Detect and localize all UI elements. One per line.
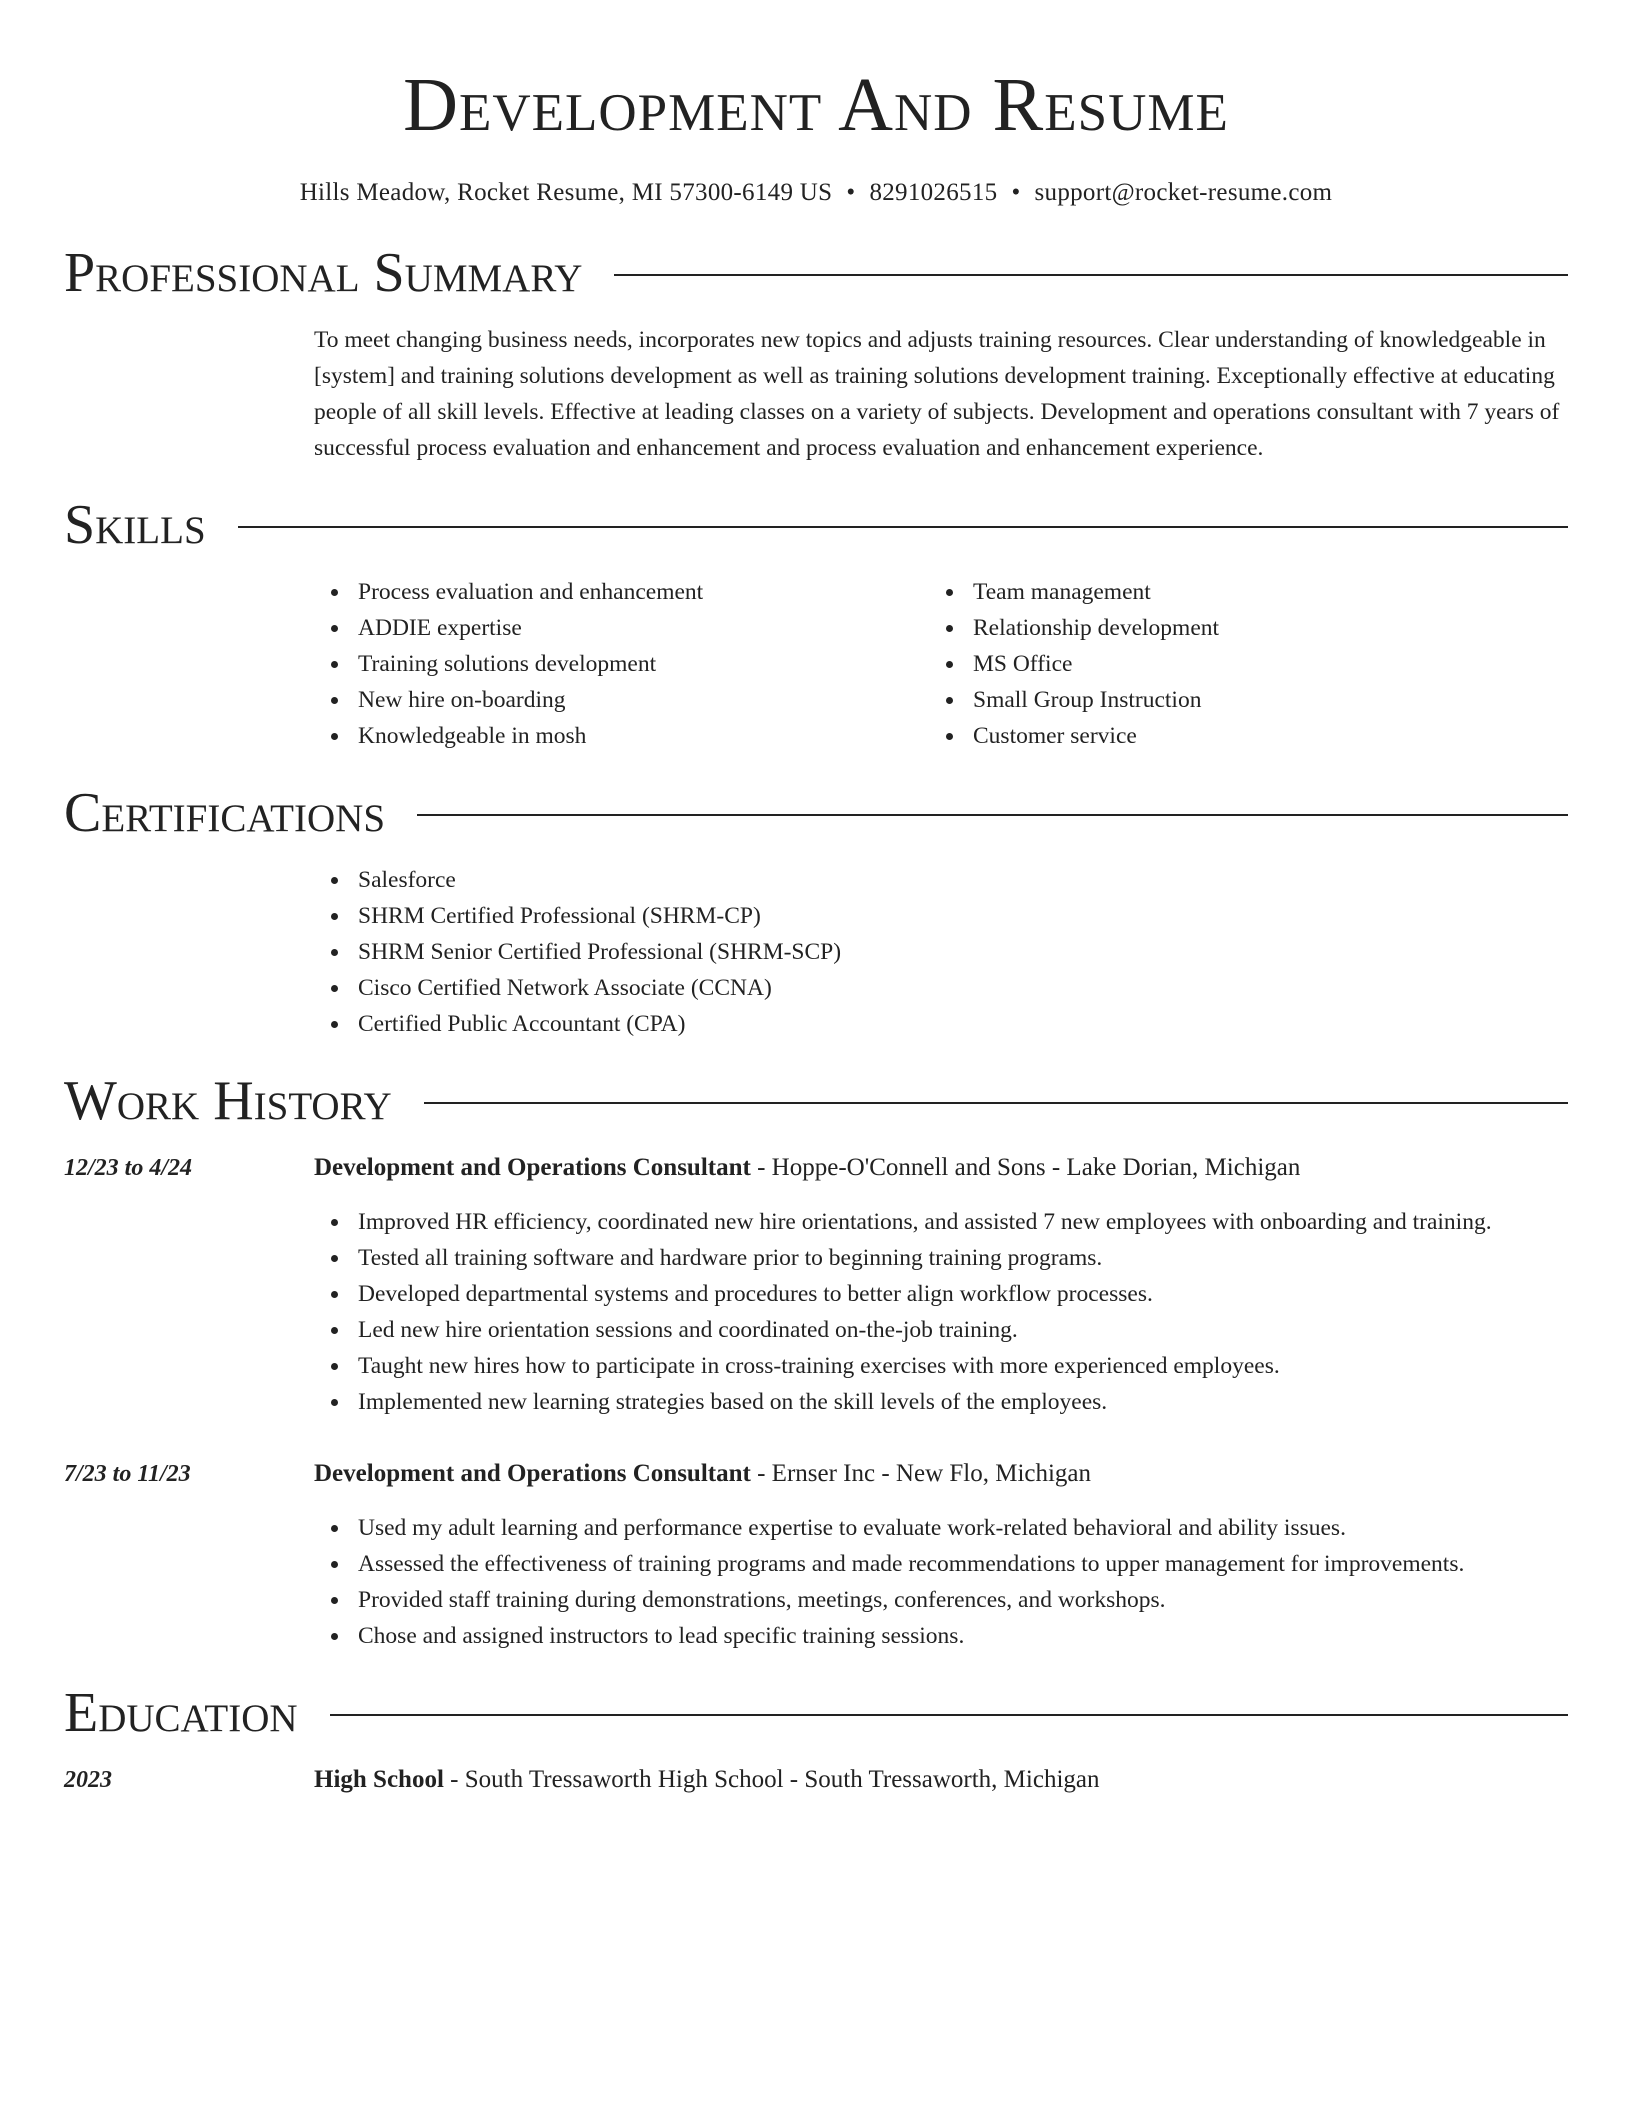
summary-title: Professional Summary xyxy=(64,242,583,304)
skill-item: Small Group Instruction xyxy=(973,682,1544,718)
skill-item: Relationship development xyxy=(973,610,1544,646)
contact-line xyxy=(64,178,1568,208)
skill-item: Knowledgeable in mosh xyxy=(358,718,929,754)
email: support@rocket-resume.com xyxy=(1034,179,1333,206)
certifications-section xyxy=(64,782,1568,1042)
job-bullet: Used my adult learning and performance expertise to evaluate work-related behavioral and ability issues. xyxy=(358,1510,1568,1546)
certification-item: SHRM Senior Certified Professional (SHRM-SCP) xyxy=(358,934,1568,970)
skill-item: ADDIE expertise xyxy=(358,610,929,646)
education-entry xyxy=(64,1762,1568,1798)
section-header xyxy=(64,1070,1568,1132)
education-school: - South Tressaworth High School - South Tressaworth, Michigan xyxy=(443,1766,1100,1793)
skill-item: Customer service xyxy=(973,718,1544,754)
education-title: Education xyxy=(64,1682,298,1744)
certifications-body xyxy=(314,862,1568,1042)
candidate-name: Development And Resume xyxy=(403,63,1229,147)
certification-item: Cisco Certified Network Associate (CCNA) xyxy=(358,970,1568,1006)
job-bullet: Tested all training software and hardware prior to beginning training programs. xyxy=(358,1240,1568,1276)
job-bullet: Implemented new learning strategies based on the skill levels of the employees. xyxy=(358,1384,1568,1420)
job-dates: 12/23 to 4/24 xyxy=(64,1155,193,1181)
job-bullet: Assessed the effectiveness of training programs and made recommendations to upper management for improvements. xyxy=(358,1546,1568,1582)
skills-section xyxy=(64,494,1568,754)
skill-item: MS Office xyxy=(973,646,1544,682)
job-entry xyxy=(64,1456,1568,1654)
education-heading xyxy=(314,1762,1568,1798)
phone: 8291026515 xyxy=(869,179,998,206)
job-bullet: Taught new hires how to participate in cross-training exercises with more experienced employees. xyxy=(358,1348,1568,1384)
contact-separator: • xyxy=(846,179,856,206)
job-bullet: Developed departmental systems and procedures to better align workflow processes. xyxy=(358,1276,1568,1312)
education-section xyxy=(64,1682,1568,1798)
address: Hills Meadow, Rocket Resume, MI 57300-6149 US xyxy=(299,179,833,206)
section-header xyxy=(64,494,1568,556)
job-heading xyxy=(314,1456,1568,1492)
certification-item: SHRM Certified Professional (SHRM-CP) xyxy=(358,898,1568,934)
section-header xyxy=(64,242,1568,304)
job-dates: 7/23 to 11/23 xyxy=(64,1461,191,1487)
skills-title: Skills xyxy=(64,494,206,556)
skills-grid xyxy=(314,574,1568,754)
summary-section xyxy=(64,242,1568,466)
job-bullets xyxy=(314,1204,1568,1420)
summary-text: To meet changing business needs, incorporates new topics and adjusts training resources. Clear understanding of knowledgeable in [system] and training solutions development as well as training solutions development training. Exceptionally effective at educating people of all skill levels. Effective at leading classes on a variety of subjects. Development and operations consultant with 7 years of successful process evaluation and enhancement and process evaluation and enhancement experience. xyxy=(314,327,1560,461)
contact-separator: • xyxy=(1011,179,1021,206)
job-bullet: Improved HR efficiency, coordinated new hire orientations, and assisted 7 new employees with onboarding and training. xyxy=(358,1204,1568,1240)
education-degree: High School xyxy=(314,1766,444,1793)
section-header xyxy=(64,1682,1568,1744)
section-divider xyxy=(424,1102,1568,1104)
job-heading xyxy=(314,1150,1568,1186)
section-header xyxy=(64,782,1568,844)
job-details xyxy=(314,1150,1568,1420)
job-details xyxy=(314,1456,1568,1654)
skills-list-right xyxy=(929,574,1544,754)
certifications-title: Certifications xyxy=(64,782,386,844)
certifications-list xyxy=(314,862,1568,1042)
section-divider xyxy=(238,526,1568,528)
certification-item: Certified Public Accountant (CPA) xyxy=(358,1006,1568,1042)
job-employer: - Ernser Inc - New Flo, Michigan xyxy=(750,1460,1092,1487)
certification-item: Salesforce xyxy=(358,862,1568,898)
skill-item: Training solutions development xyxy=(358,646,929,682)
work-history-section xyxy=(64,1070,1568,1654)
education-year: 2023 xyxy=(64,1767,112,1793)
skills-list-left xyxy=(314,574,929,754)
section-divider xyxy=(614,274,1568,276)
section-divider xyxy=(417,814,1568,816)
job-entry xyxy=(64,1150,1568,1420)
skill-item: Process evaluation and enhancement xyxy=(358,574,929,610)
job-title: Development and Operations Consultant xyxy=(314,1154,751,1181)
skills-column-right xyxy=(929,574,1544,754)
section-divider xyxy=(330,1714,1568,1716)
work-history-title: Work History xyxy=(64,1070,392,1132)
skill-item: Team management xyxy=(973,574,1544,610)
job-title: Development and Operations Consultant xyxy=(314,1460,751,1487)
job-bullet: Provided staff training during demonstrations, meetings, conferences, and workshops. xyxy=(358,1582,1568,1618)
job-bullets xyxy=(314,1510,1568,1654)
summary-body xyxy=(314,322,1568,466)
skills-column-left xyxy=(314,574,929,754)
job-employer: - Hoppe-O'Connell and Sons - Lake Dorian, Michigan xyxy=(750,1154,1301,1181)
job-bullet: Chose and assigned instructors to lead specific training sessions. xyxy=(358,1618,1568,1654)
education-details xyxy=(314,1762,1568,1798)
skill-item: New hire on-boarding xyxy=(358,682,929,718)
job-bullet: Led new hire orientation sessions and coordinated on-the-job training. xyxy=(358,1312,1568,1348)
